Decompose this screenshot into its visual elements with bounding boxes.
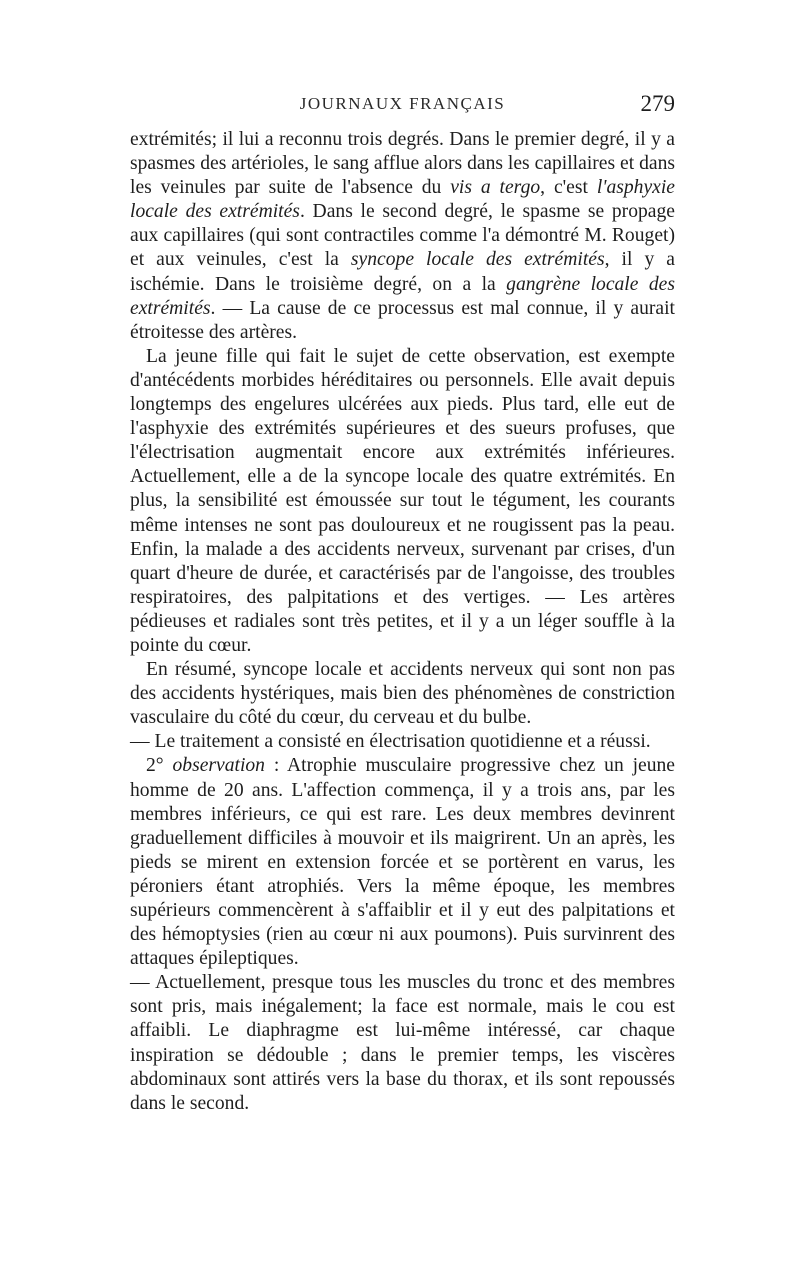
text-span: . Dans le second degré, le spasme se propage aux capillaires (qui sont contractiles comme l'a démontré M. Rouget) et aux veinules, c'est la (130, 201, 675, 271)
italic-span: syncope locale des extrémités (350, 249, 605, 271)
italic-span: gangrène locale des extrémités (130, 273, 675, 319)
paragraph-5 (130, 754, 675, 971)
text-span: , il y a ischémie. Dans le troisième degré, on a la (130, 249, 675, 295)
paragraph-2: La jeune fille qui fait le sujet de cette observation, est exempte d'antécédents morbides héréditaires ou personnels. Elle avait depuis longtemps des engelures ulcérées aux pieds. Plus tard, elle eut de l'asphyxie des extrémités supérieures et des sueurs profuses, que l'électrisation augmentait encore aux extrémités inférieures. Actuellement, elle a de la syncope locale des quatre extrémités. En plus, la sensibilité est émoussée sur tout le tégument, les courants même intenses ne sont pas douloureux et ne rougissent pas la peau. Enfin, la malade a des accidents nerveux, survenant par crises, d'un quart d'heure de durée, et caractérisés par de l'angoisse, des troubles respiratoires, des palpitations et des vertiges. — Les artères pédieuses et radiales sont très petites, et il y a un léger souffle à la pointe du cœur. (130, 345, 675, 656)
body-text (130, 128, 675, 1116)
running-head: JOURNAUX FRANÇAIS (299, 94, 506, 113)
page-header (130, 91, 675, 124)
italic-span: l'asphyxie locale des extrémités (130, 177, 675, 223)
page-number: 279 (640, 91, 675, 116)
text-span: , c'est (540, 177, 597, 199)
paragraph-6: — Actuellement, presque tous les muscles du tronc et des membres sont pris, mais inégalement; la face est normale, mais le cou est affaibli. Le diaphragme est lui-même intéressé, car chaque inspiration se dédouble ; dans le premier temps, les viscères abdominaux sont attirés vers la base du thorax, et ils sont repoussés dans le second. (130, 972, 675, 1114)
italic-span: vis a tergo (450, 177, 541, 199)
italic-span: observation (172, 755, 265, 777)
paragraph-4: — Le traitement a consisté en électrisation quotidienne et a réussi. (130, 731, 651, 753)
text-span: extrémités; il lui a reconnu trois degrés. Dans le premier degré, il y a spasmes des artérioles, le sang afflue alors dans les capillaires et dans les veinules par suite de l'absence du (130, 129, 675, 199)
text-span: 2° (146, 755, 173, 777)
text-span: . — La cause de ce processus est mal connue, il y aurait étroitesse des artères. (130, 297, 675, 343)
text-span: : Atrophie musculaire progressive chez un jeune homme de 20 ans. L'affection commença, il y a trois ans, par les membres inférieurs, ce qui est rare. Les deux membres devinrent graduellement difficiles à mouvoir et ils maigrirent. Un an après, les pieds se mirent en extension forcée et se portèrent en varus, les péroniers étant atrophiés. Vers la même époque, les membres supérieurs commencèrent à s'affaiblir et il y eut des palpitations et des hémoptysies (rien au cœur ni aux poumons). Puis survinrent des attaques épileptiques. (130, 755, 676, 970)
paragraph-1 (130, 128, 675, 345)
paragraph-3: En résumé, syncope locale et accidents nerveux qui sont non pas des accidents hystériques, mais bien des phénomènes de constriction vasculaire du côté du cœur, du cerveau et du bulbe. (130, 659, 675, 729)
